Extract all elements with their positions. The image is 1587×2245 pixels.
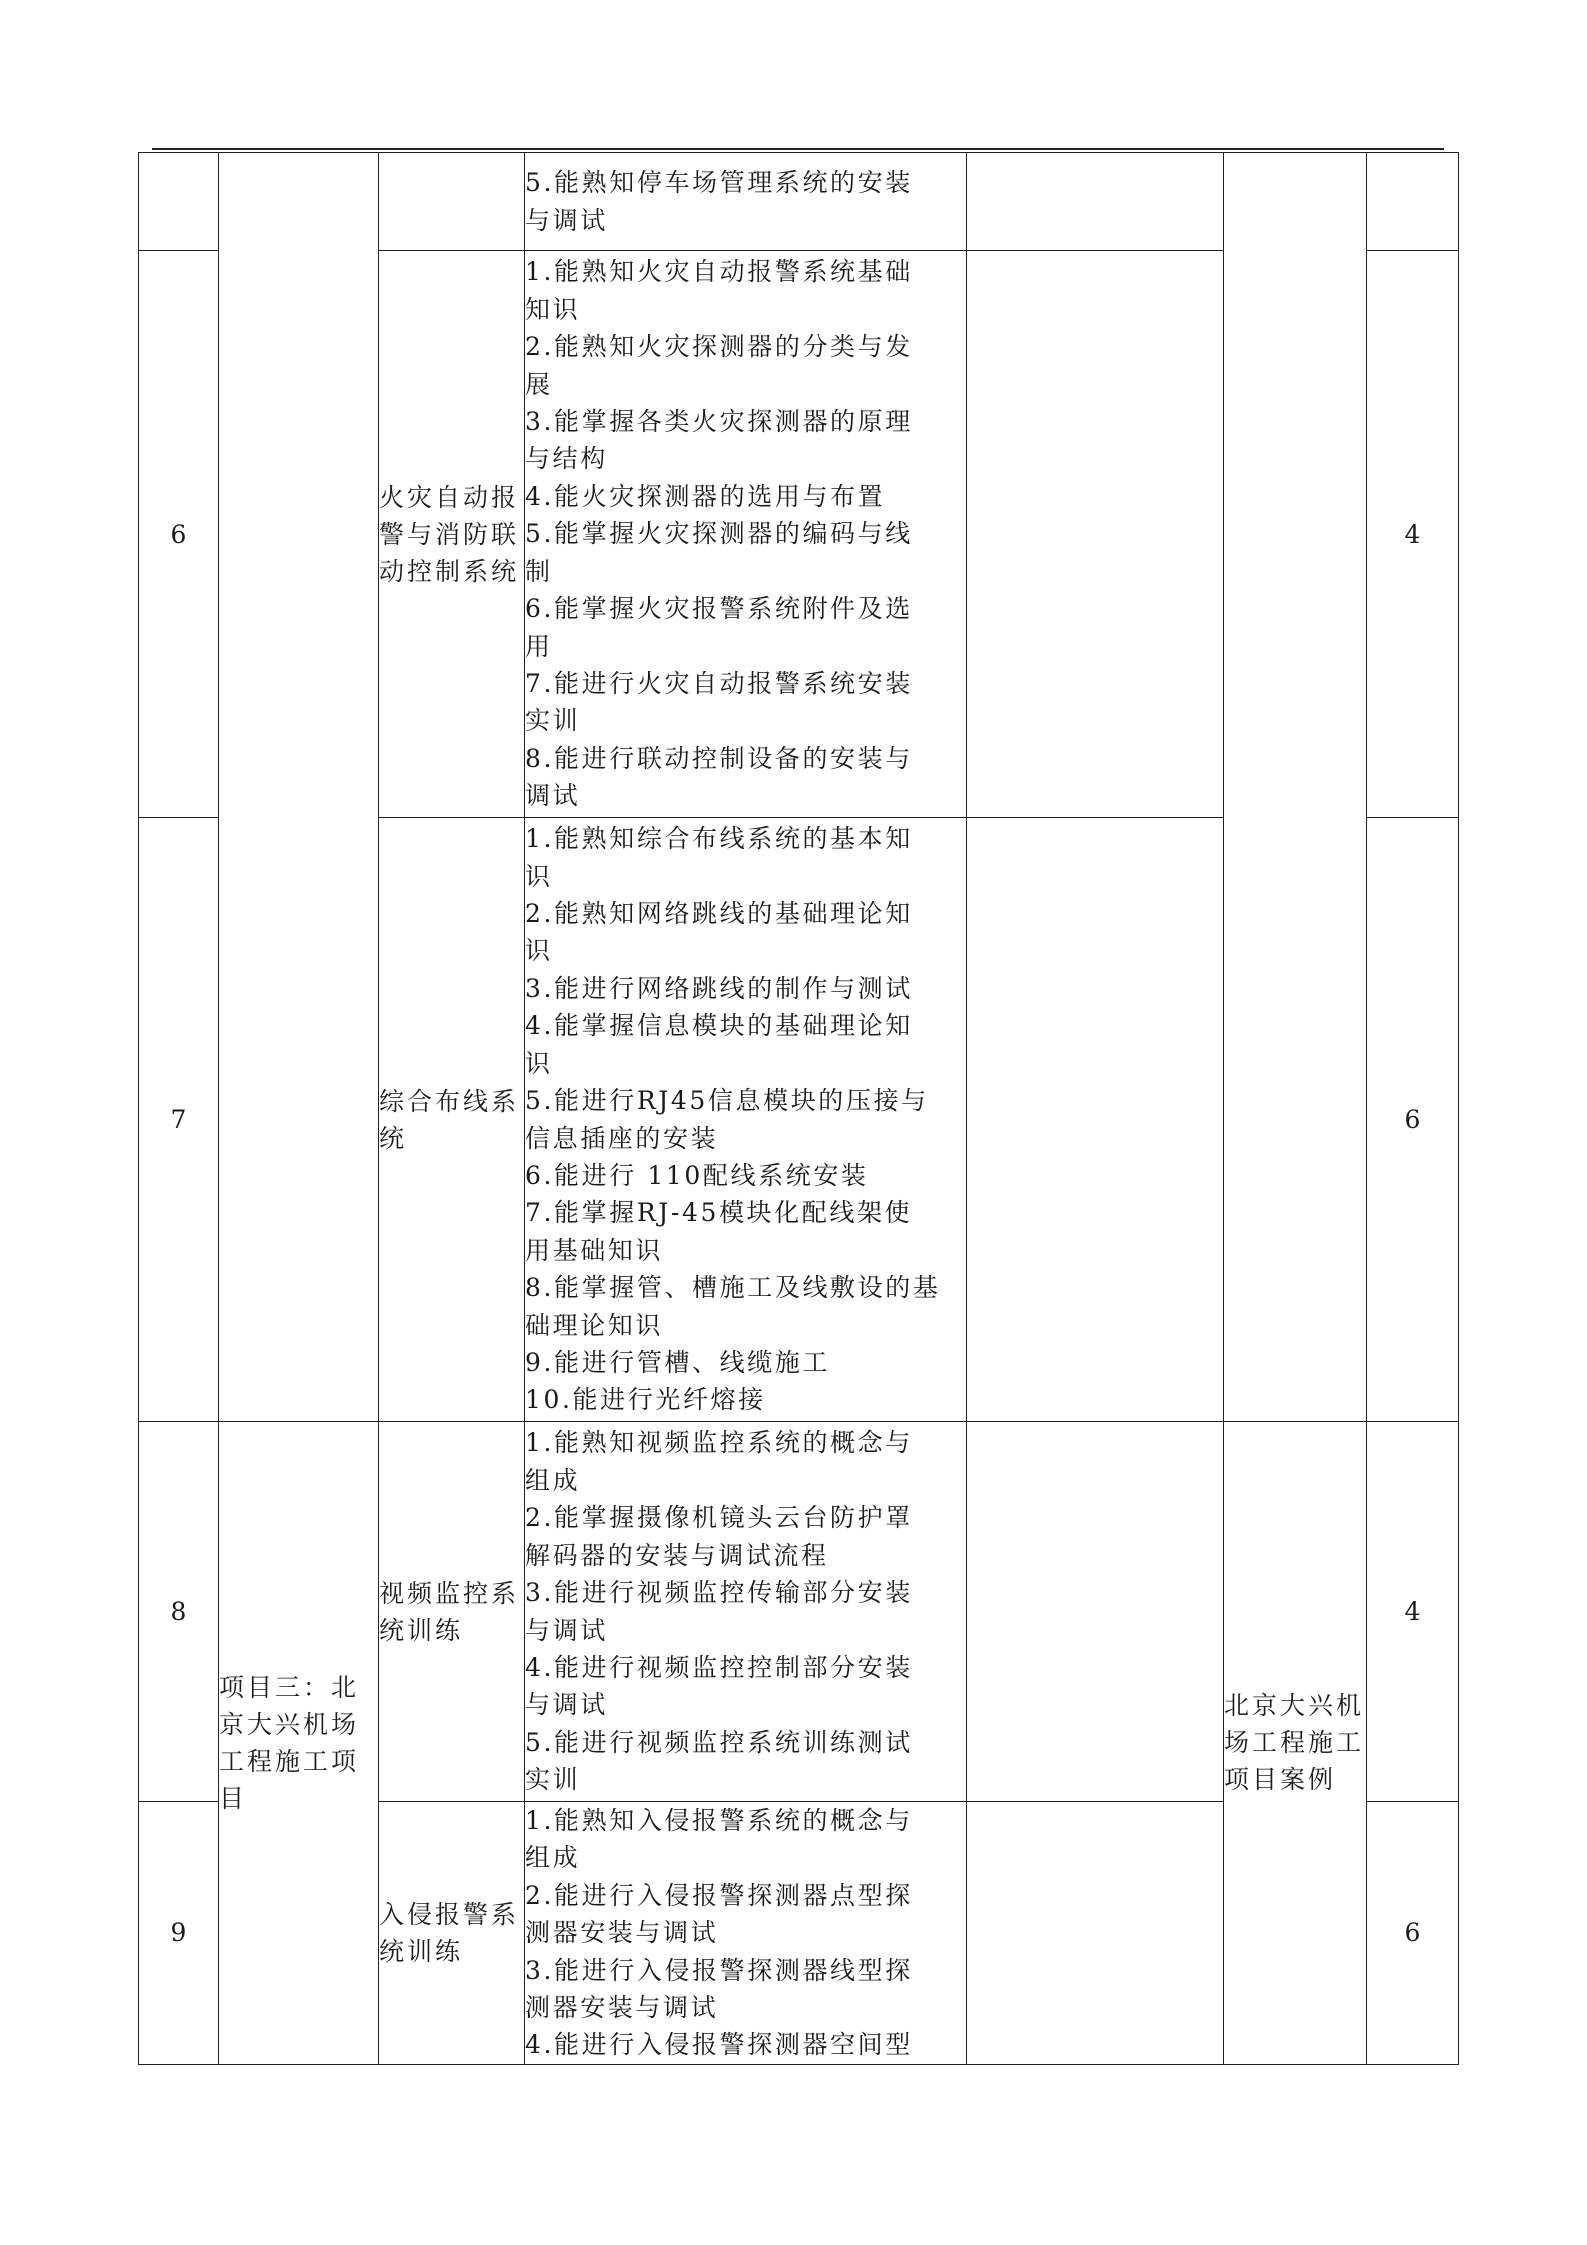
project-cell-blank xyxy=(219,153,379,1422)
task-cell: 入侵报警系统训练 xyxy=(379,1802,525,2065)
content-line: 5.能掌握火灾探测器的编码与线 xyxy=(525,519,913,549)
content-line: 5.能熟知停车场管理系统的安装 xyxy=(525,168,913,198)
content-cell xyxy=(525,153,967,251)
content-cell xyxy=(525,1422,967,1802)
task-cell xyxy=(379,153,525,251)
content-line: 10.能进行光纤熔接 xyxy=(525,1385,766,1415)
content-line: 识 xyxy=(525,1048,553,1078)
notes-cell xyxy=(967,251,1224,818)
content-line: 8.能进行联动控制设备的安装与 xyxy=(525,743,913,773)
hours-cell xyxy=(1367,153,1459,251)
content-line: 识 xyxy=(525,861,553,891)
content-line: 用基础知识 xyxy=(525,1235,664,1265)
content-line: 解码器的安装与调试流程 xyxy=(525,1540,829,1570)
table-row xyxy=(139,153,1459,251)
content-line: 1.能熟知入侵报警系统的概念与 xyxy=(525,1806,913,1835)
content-line: 2.能熟知火灾探测器的分类与发 xyxy=(525,332,913,362)
content-line: 5.能进行RJ45信息模块的压接与 xyxy=(525,1086,929,1116)
hours-cell: 6 xyxy=(1367,1802,1459,2065)
row-number: 6 xyxy=(139,251,219,818)
content-line: 2.能掌握摄像机镜头云台防护罩 xyxy=(525,1503,913,1533)
content-line: 3.能进行视频监控传输部分安装 xyxy=(525,1578,913,1608)
content-line: 1.能熟知火灾自动报警系统基础 xyxy=(525,257,913,287)
content-line: 实训 xyxy=(525,1765,581,1795)
content-line: 测器安装与调试 xyxy=(525,1993,719,2023)
notes-cell xyxy=(967,1422,1224,1802)
content-line: 测器安装与调试 xyxy=(525,1918,719,1948)
content-line: 础理论知识 xyxy=(525,1310,664,1340)
content-line: 调试 xyxy=(525,781,581,811)
content-line: 展 xyxy=(525,369,553,399)
content-line: 6.能进行 110配线系统安装 xyxy=(525,1160,869,1190)
content-line: 7.能进行火灾自动报警系统安装 xyxy=(525,668,913,698)
content-line: 组成 xyxy=(525,1465,581,1495)
hours-cell: 6 xyxy=(1367,818,1459,1422)
table-row xyxy=(139,1422,1459,1802)
content-line: 与调试 xyxy=(525,205,608,235)
row-number: 7 xyxy=(139,818,219,1422)
content-line: 3.能进行入侵报警探测器线型探 xyxy=(525,1955,913,1985)
content-line: 4.能进行入侵报警探测器空间型 xyxy=(525,2030,913,2060)
content-line: 3.能进行网络跳线的制作与测试 xyxy=(525,973,913,1003)
notes-cell xyxy=(967,1802,1224,2065)
task-cell: 综合布线系统 xyxy=(379,818,525,1422)
content-line: 实训 xyxy=(525,706,581,736)
content-line: 6.能掌握火灾报警系统附件及选 xyxy=(525,594,913,624)
case-cell-blank xyxy=(1224,153,1367,1422)
content-line: 5.能进行视频监控系统训练测试 xyxy=(525,1727,913,1757)
content-line: 2.能熟知网络跳线的基础理论知 xyxy=(525,899,913,929)
hours-cell: 4 xyxy=(1367,251,1459,818)
content-line: 组成 xyxy=(525,1843,581,1873)
content-line: 与结构 xyxy=(525,444,608,474)
row-number xyxy=(139,153,219,251)
content-line: 与调试 xyxy=(525,1690,608,1720)
task-cell: 火灾自动报警与消防联动控制系统 xyxy=(379,251,525,818)
content-line: 1.能熟知综合布线系统的基本知 xyxy=(525,824,913,854)
task-cell: 视频监控系统训练 xyxy=(379,1422,525,1802)
content-cell xyxy=(525,251,967,818)
content-line: 3.能掌握各类火灾探测器的原理 xyxy=(525,407,913,437)
content-line: 9.能进行管槽、线缆施工 xyxy=(525,1347,831,1377)
content-line: 4.能火灾探测器的选用与布置 xyxy=(525,481,886,511)
content-line: 制 xyxy=(525,556,553,586)
row-number: 9 xyxy=(139,1802,219,2065)
content-line: 4.能掌握信息模块的基础理论知 xyxy=(525,1011,913,1041)
row-number: 8 xyxy=(139,1422,219,1802)
case-cell: 北京大兴机场工程施工项目案例 xyxy=(1224,1422,1367,2065)
content-cell xyxy=(525,1802,967,2065)
curriculum-table xyxy=(138,152,1459,2065)
content-line: 知识 xyxy=(525,294,581,324)
notes-cell xyxy=(967,153,1224,251)
content-cell xyxy=(525,818,967,1422)
content-line: 1.能熟知视频监控系统的概念与 xyxy=(525,1428,913,1458)
content-line: 与调试 xyxy=(525,1615,608,1645)
content-line: 识 xyxy=(525,936,553,966)
content-line: 7.能掌握RJ-45模块化配线架使 xyxy=(525,1198,913,1228)
hours-cell: 4 xyxy=(1367,1422,1459,1802)
content-line: 4.能进行视频监控控制部分安装 xyxy=(525,1652,913,1682)
content-line: 8.能掌握管、槽施工及线敷设的基 xyxy=(525,1273,941,1303)
project-cell: 项目三：北京大兴机场工程施工项目 xyxy=(219,1422,379,2065)
content-line: 2.能进行入侵报警探测器点型探 xyxy=(525,1880,913,1910)
header-rule xyxy=(152,148,1444,150)
content-line: 用 xyxy=(525,631,553,661)
notes-cell xyxy=(967,818,1224,1422)
content-line: 信息插座的安装 xyxy=(525,1123,719,1153)
